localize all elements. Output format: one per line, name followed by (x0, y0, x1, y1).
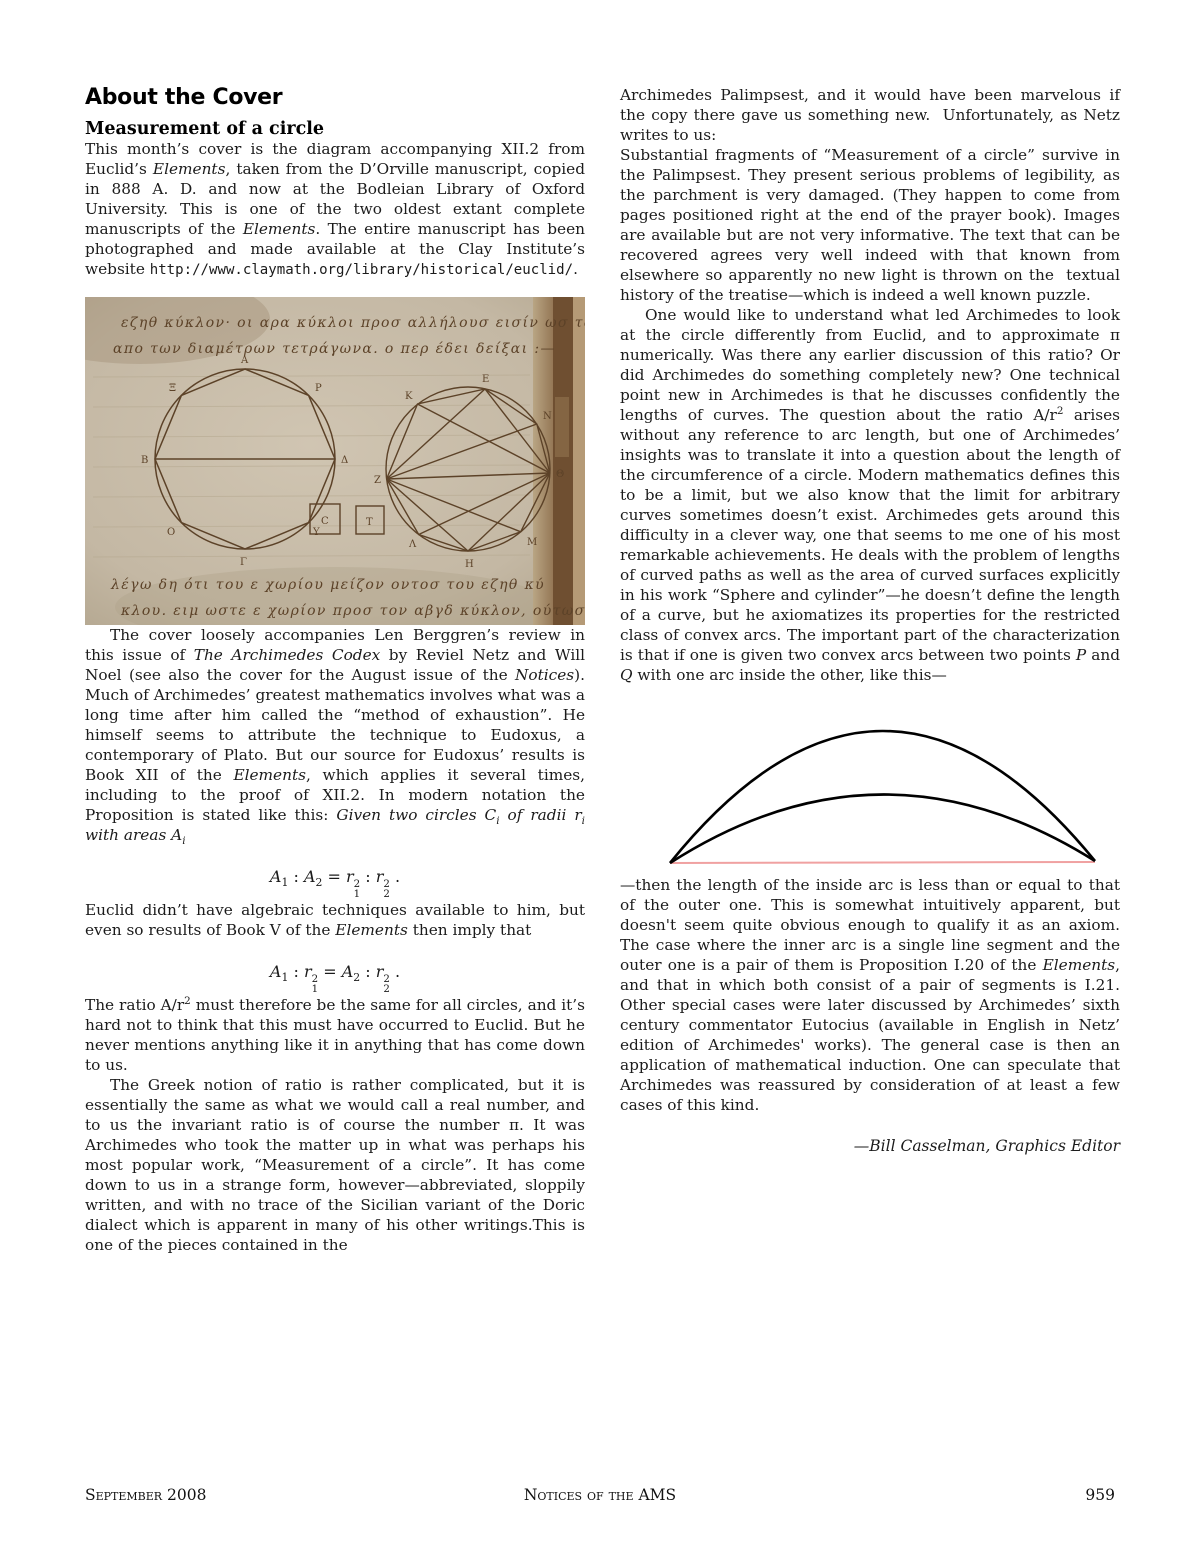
page-edge-light (573, 297, 585, 625)
footer-journal-name: Notices of the AMS (523, 1486, 677, 1504)
page-subtitle: Measurement of a circle (85, 119, 325, 139)
svg-text:Β: Β (141, 455, 149, 466)
page-edge-dark (553, 297, 575, 625)
paragraph-ratio-same: The ratio $A/r^2$ must therefore be the same for all circles, and it’s hard not to think that this must have occurred to Euclid. But he never mentions anything like it in anything that has come down to us. (85, 995, 586, 1075)
left-column (85, 85, 585, 1255)
footer-page-number: 959 (1085, 1486, 1115, 1504)
greek-text-top-1: εζηθ κύκλον· οι αρα κύκλοι προσ αλλήλουσ εισίν ωσ τα (121, 315, 585, 331)
svg-text:C: C (321, 516, 329, 527)
svg-text:Ο: Ο (167, 527, 176, 538)
greek-text-bottom-2: κλου. ειμ ωστε ε χωρίον προσ τον αβγδ κύκλον, ούτωσ (121, 603, 585, 619)
svg-text:Κ: Κ (405, 391, 413, 402)
manuscript-photo (85, 297, 585, 625)
svg-text:Ν: Ν (543, 411, 552, 422)
right-column (620, 85, 1120, 1155)
formula-area-ratio: $A_1$ : $A_2 = r$ 2 1 : r 2 2 . (269, 867, 401, 901)
paragraph-palimpsest: Archimedes Palimpsest, and it would have been marvelous if the copy there gave us something new. Unfortunately, as Netz writes to us: (620, 86, 1120, 144)
author-signature: —Bill Casselman, Graphics Editor (853, 1137, 1120, 1155)
svg-text:Θ: Θ (556, 469, 565, 480)
svg-text:Α: Α (241, 355, 249, 366)
manuscript-figure (85, 297, 585, 625)
paragraph-intro: This month’s cover is the diagram accompanying XII.2 from Euclid’s Elements, taken from the D’Orville manuscript, copied in 888 A. D. and now at the Bodleian Library of Oxford University. This is one of the two oldest extant complete manuscripts of the Elements. The entire manuscript has been photographed and made available at the Clay Institute’s website http://www.claymath.org/library/historical/euclid/. (85, 140, 585, 278)
blockquote-netz: Substantial fragments of “Measurement of a circle” survive in the Palimpsest. They present serious problems of legibility, as the parchment is very damaged. (They happen to come from pages positioned right at the end of the prayer book). Images are available but are not very informative. The text that can be recovered agrees very well indeed with that known from elsewhere so apparently no new light is thrown on the textual history of the treatise—which is indeed a well known puzzle. (620, 146, 1120, 304)
svg-text:Υ: Υ (313, 527, 320, 538)
inner-arc (670, 794, 1095, 863)
svg-text:Λ: Λ (409, 539, 417, 550)
paragraph-euclid-algebra: Euclid didn’t have algebraic techniques available to him, but even so results of Book V of the Elements then imply that (85, 901, 585, 940)
svg-text:Μ: Μ (527, 537, 538, 548)
edge-highlight (555, 397, 569, 457)
svg-text:Η: Η (465, 559, 474, 570)
svg-text:Δ: Δ (341, 455, 349, 466)
svg-text:Ρ: Ρ (315, 383, 322, 394)
outer-arc (670, 731, 1095, 863)
svg-text:Ε: Ε (482, 374, 490, 385)
svg-text:Γ: Γ (240, 557, 247, 568)
paragraph-greek-ratio: The Greek notion of ratio is rather complicated, but it is essentially the same as what we would call a real number, and to us the invariant ratio is of course the number π. It was Archimedes who took the matter up in what was perhaps his most popular work, “Measurement of a circle”. It has come down to us in a strange form, however—abbreviated, sloppily written, and with no trace of the Sicilian variant of the Doric dialect which is apparent in many of his other writings.This is one of the pieces contained in the (85, 1076, 585, 1255)
svg-text:Ζ: Ζ (374, 475, 381, 486)
svg-text:Ξ: Ξ (169, 383, 177, 394)
convex-arcs-diagram (655, 703, 1110, 875)
formula-proportion: $A_1$ : r 2 1 = $A_2$ : r 2 2 . (269, 962, 401, 996)
greek-text-top-2: απο των διαμέτρων τετράγωνα. ο περ έδει δείξαι :— (113, 341, 556, 357)
baseline-segment (670, 862, 1095, 863)
greek-text-bottom-1: λέγω δη ότι του ε χωρίου μείζον οντοσ του εζηθ κύ (111, 577, 546, 593)
paragraph-cover-accompanies: The cover loosely accompanies Len Berggren’s review in this issue of The Archimedes Codex by Reviel Netz and Will Noel (see also the cover for the August issue of the Notices). Much of Archimedes’ greatest mathematics involves what was a long time after him called the “method of exhaustion”. He himself seems to attribute the technique to Eudoxus, a contemporary of Plato. But our source for Eudoxus’ results is Book XII of the Elements, which applies it several times, including to the proof of XII.2. In modern notation the Proposition is stated like this: Given two circles $C_i$ of radii $r_i$ with areas $A_i$ (85, 626, 585, 848)
arcs-figure (655, 703, 1110, 875)
footer-issue-date: September 2008 (85, 1486, 207, 1504)
svg-text:T: T (366, 517, 373, 528)
paragraph-one-would-like: One would like to understand what led Archimedes to look at the circle differently from Euclid, and to approximate π numerically. Was there any earlier discussion of this ratio? Or did Archimedes do something completely new? One technical point new in Archimedes is that he discusses confidently the lengths of curves. The question about the ratio $A/r^2$ arises without any reference to arc length, but one of Archimedes’ insights was to translate it into a question about the length of the circumference of a circle. Modern mathematics defines this to be a limit, but we also know that the limit for arbitrary curves sometimes doesn’t exist. Archimedes gets around this difficulty in a clever way, one that seems to me one of his most remarkable achievements. He deals with the problem of lengths of curved paths as well as the area of curved surfaces explicitly in his work “Sphere and cylinder”—he doesn’t define the length of a curve, but he axiomatizes its properties for the restricted class of convex arcs. The important part of the characterization is that if one is given two convex arcs between two points P and Q with one arc inside the other, like this— (620, 306, 1120, 684)
page-title: About the Cover (85, 85, 283, 110)
paragraph-then-length: —then the length of the inside arc is less than or equal to that of the outer one. This is somewhat intuitively apparent, but doesn't seem quite obvious enough to qualify it as an axiom. The case where the inner arc is a single line segment and the outer one is a pair of them is Proposition I.20 of the Elements, and that in which both consist of a pair of segments is I.21. Other special cases were later discussed by Archimedes’ sixth century commentator Eutocius (available in English in Netz’ edition of Archimedes' works). The general case is then an application of mathematical induction. One can speculate that Archimedes was reassured by consideration of at least a few cases of this kind. (620, 876, 1120, 1114)
